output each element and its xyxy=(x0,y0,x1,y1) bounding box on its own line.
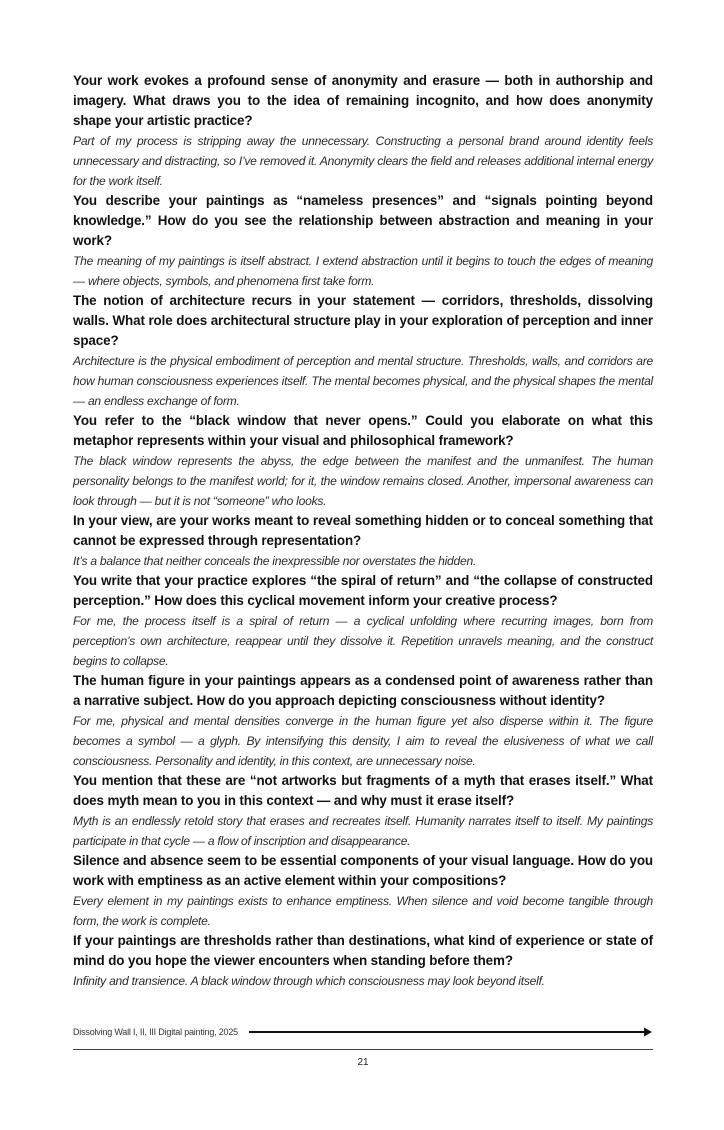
question-5: In your view, are your works meant to reveal something hidden or to conceal something that cannot be expressed through representation? xyxy=(73,513,653,548)
answer-7: For me, physical and mental densities converge in the human figure yet also disperse within it. The figure becomes a symbol — a glyph. By intensifying this density, I aim to reveal the elusiveness of what we call consciousness. Personality and identity, in this context, are unnecessary noise. xyxy=(73,714,653,768)
question-10: If your paintings are thresholds rather than destinations, what kind of experience or state of mind do you hope the viewer encounters when standing before them? xyxy=(73,933,653,968)
question-4: You refer to the “black window that never opens.” Could you elaborate on what this metaphor represents within your visual and philosophical framework? xyxy=(73,413,653,448)
question-2: You describe your paintings as “nameless presences” and “signals pointing beyond knowledge.” How do you see the relationship between abstraction and meaning in your work? xyxy=(73,193,653,248)
answer-4: The black window represents the abyss, the edge between the manifest and the unmanifest. The human personality belongs to the manifest world; for it, the window remains closed. Another, impersonal awareness can look through — but it is not “someone” who looks. xyxy=(73,454,653,508)
answer-5: It’s a balance that neither conceals the inexpressible nor overstates the hidden. xyxy=(73,554,477,568)
answer-2: The meaning of my paintings is itself abstract. I extend abstraction until it begins to touch the edges of meaning — where objects, symbols, and phenomena first take form. xyxy=(73,254,653,288)
question-9: Silence and absence seem to be essential components of your visual language. How do you work with emptiness as an active element within your compositions? xyxy=(73,853,653,888)
caption-row xyxy=(73,1025,653,1039)
footer-divider xyxy=(73,1049,653,1050)
question-7: The human figure in your paintings appears as a condensed point of awareness rather than a narrative subject. How do you approach depicting consciousness without identity? xyxy=(73,673,653,708)
answer-9: Every element in my paintings exists to enhance emptiness. When silence and void become tangible through form, the work is complete. xyxy=(73,894,653,928)
question-6: You write that your practice explores “the spiral of return” and “the collapse of constructed perception.” How does this cyclical movement inform your creative process? xyxy=(73,573,653,608)
question-1: Your work evokes a profound sense of anonymity and erasure — both in authorship and imagery. What draws you to the idea of remaining incognito, and how does anonymity shape your artistic practice? xyxy=(73,73,653,128)
figure-caption: Dissolving Wall I, II, III Digital painting, 2025 xyxy=(73,1027,238,1037)
answer-3: Architecture is the physical embodiment of perception and mental structure. Thresholds, walls, and corridors are how human consciousness experiences itself. The mental becomes physical, and the physical shapes the mental — an endless exchange of form. xyxy=(73,354,653,408)
answer-10: Infinity and transience. A black window through which consciousness may look beyond itself. xyxy=(73,974,545,988)
question-8: You mention that these are “not artworks but fragments of a myth that erases itself.” What does myth mean to you in this context — and why must it erase itself? xyxy=(73,773,653,808)
right-arrow-icon xyxy=(249,1026,653,1038)
page-footer xyxy=(73,1025,653,1070)
question-3: The notion of architecture recurs in your statement — corridors, thresholds, dissolving walls. What role does architectural structure play in your exploration of perception and inner space? xyxy=(73,293,653,348)
answer-8: Myth is an endlessly retold story that erases and recreates itself. Humanity narrates itself to itself. My paintings participate in that cycle — a flow of inscription and disappearance. xyxy=(73,814,653,848)
page-number: 21 xyxy=(357,1057,369,1068)
interview-body xyxy=(73,71,653,991)
answer-1: Part of my process is stripping away the unnecessary. Constructing a personal brand around identity feels unnecessary and distracting, so I’ve removed it. Anonymity clears the field and releases additional internal energy for the work itself. xyxy=(73,134,653,188)
answer-6: For me, the process itself is a spiral of return — a cyclical unfolding where recurring images, born from perception’s own architecture, reappear until they dissolve it. Repetition unravels meaning, and the construct begins to collapse. xyxy=(73,614,653,668)
